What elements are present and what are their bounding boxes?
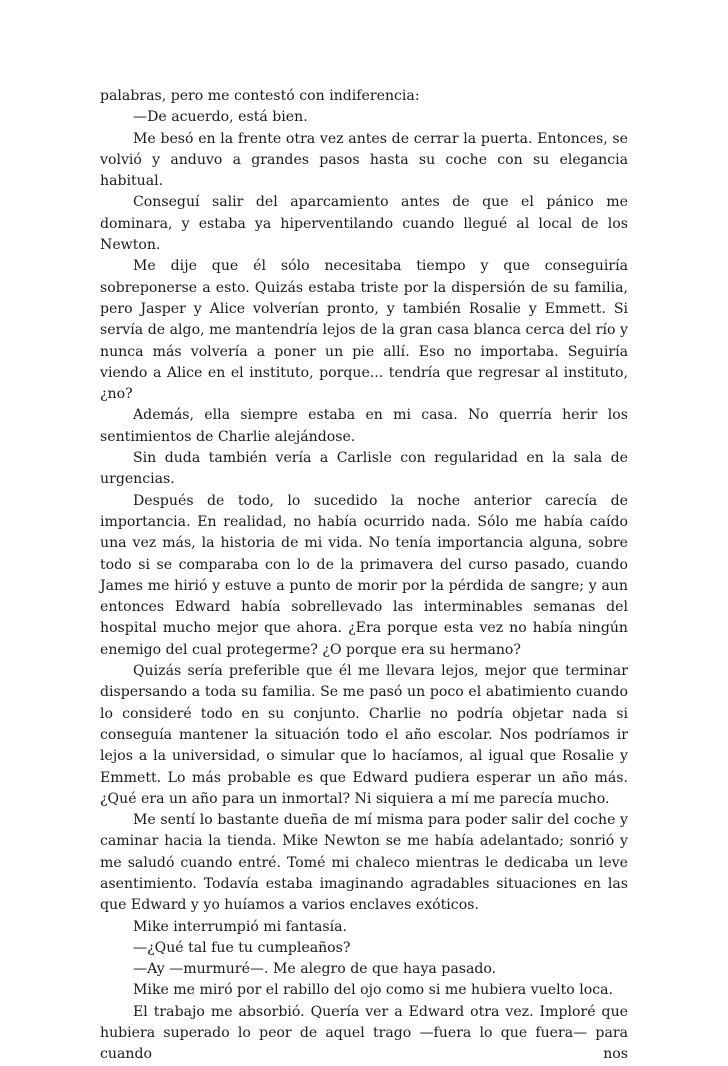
paragraph: —De acuerdo, está bien. [133, 109, 308, 126]
paragraph: —Ay —murmuré—. Me alegro de que haya pasado. [133, 961, 497, 978]
paragraph: Sin duda también vería a Carlisle con regularidad en la sala de urgencias. [100, 450, 628, 488]
body-text [100, 86, 628, 1066]
paragraph: Me dije que él sólo necesitaba tiempo y que conseguiría sobreponerse a esto. Quizás estaba triste por la dispersión de su familia, pero Jasper y Alice volverían pronto, y también Rosalie y Emmett. Si servía de algo, me mantendría lejos de la gran casa blanca cerca del río y nunca más volvería a poner un pie allí. Eso no importaba. Seguiría viendo a Alice en el instituto, porque... tendría que regresar al instituto, ¿no? [100, 258, 628, 403]
paragraph: Mike interrumpió mi fantasía. [133, 918, 348, 935]
paragraph: Quizás sería preferible que él me llevara lejos, mejor que terminar dispersando a toda su familia. Se me pasó un poco el abatimiento cuando lo consideré todo en su conjunto. Charlie no podría objetar nada si conseguía mantener la situación todo el año escolar. Nos podríamos ir lejos a la universidad, o simular que lo hacíamos, al igual que Rosalie y Emmett. Lo más probable es que Edward pudiera esperar un año más. ¿Qué era un año para un inmortal? Ni siquiera a mí me parecía mucho. [100, 663, 628, 807]
paragraph: Me besó en la frente otra vez antes de cerrar la puerta. Entonces, se volvió y anduvo a grandes pasos hasta su coche con su elegancia habitual. [100, 130, 628, 190]
paragraph: El trabajo me absorbió. Quería ver a Edward otra vez. Imploré que hubiera superado lo peor de aquel trago —fuera lo que fuera— para cuando nos [100, 1003, 628, 1063]
paragraph: Conseguí salir del aparcamiento antes de que el pánico me dominara, y estaba ya hiperventilando cuando llegué al local de los Newton. [100, 194, 628, 254]
paragraph: —¿Qué tal fue tu cumpleaños? [133, 939, 351, 956]
paragraph: Mike me miró por el rabillo del ojo como si me hubiera vuelto loca. [133, 982, 613, 999]
paragraph: Además, ella siempre estaba en mi casa. No querría herir los sentimientos de Charlie alejándose. [100, 407, 628, 445]
paragraph: Después de todo, lo sucedido la noche anterior carecía de importancia. En realidad, no había ocurrido nada. Sólo me había caído una vez más, la historia de mi vida. No tenía importancia alguna, sobre todo si se comparaba con lo de la primavera del curso pasado, cuando James me hirió y estuve a punto de morir por la pérdida de sangre; y aun entonces Edward había sobrellevado las interminables semanas del hospital mucho mejor que ahora. ¿Era porque esta vez no había ningún enemigo del cual protegerme? ¿O porque era su hermano? [100, 492, 628, 658]
paragraph: palabras, pero me contestó con indiferencia: [100, 88, 420, 104]
paragraph: Me sentí lo bastante dueña de mí misma para poder salir del coche y caminar hacia la tienda. Mike Newton se me había adelantado; sonrió y me saludó cuando entré. Tomé mi chaleco mientras le dedicaba un leve asentimiento. Todavía estaba imaginando agradables situaciones en las que Edward y yo huíamos a varios enclaves exóticos. [100, 812, 628, 914]
